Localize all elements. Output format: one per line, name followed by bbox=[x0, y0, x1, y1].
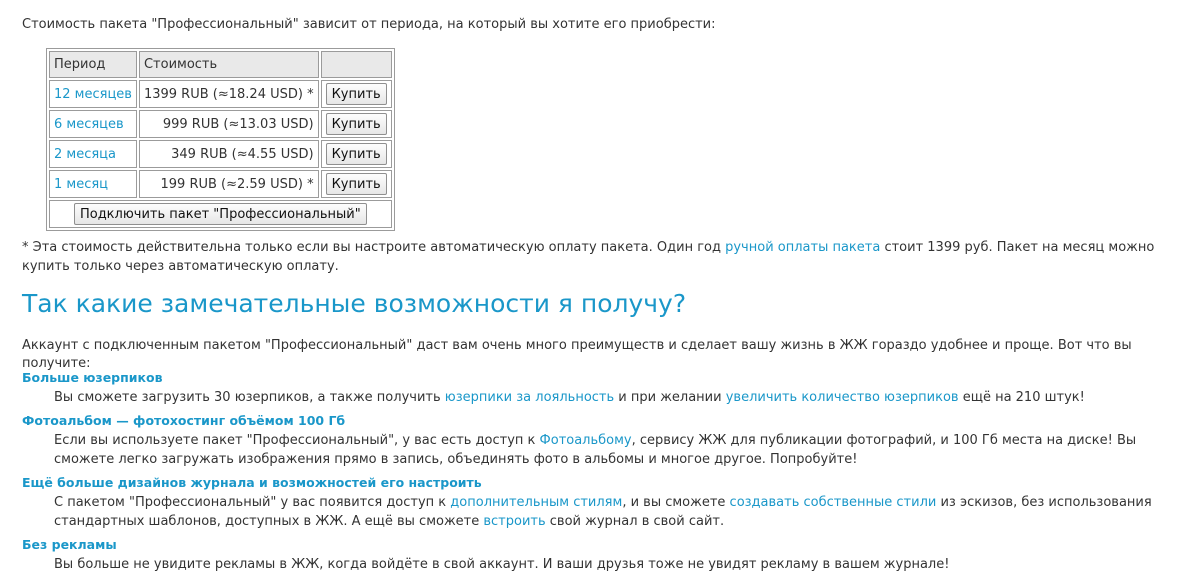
price-cell: 999 RUB (≈13.03 USD) bbox=[139, 110, 319, 138]
buy-button-1[interactable]: Купить bbox=[326, 173, 387, 195]
feature-description: Если вы используете пакет "Профессиональный", у вас есть доступ к Фотоальбому, сервису ЖЖ для публикации фотографий, и 100 Гб места на диске! Вы сможете легко загружать изображения прямо в запись, объединять фото в альбомы и многое другое. Попробуйте! bbox=[54, 433, 1137, 467]
buy-button-6[interactable]: Купить bbox=[326, 113, 387, 135]
create-styles-link[interactable]: создавать собственные стили bbox=[729, 495, 937, 510]
photoalbum-link[interactable]: Фотоальбому bbox=[539, 433, 632, 448]
feature-designs bbox=[22, 474, 1172, 531]
header-period: Период bbox=[49, 51, 137, 78]
table-row bbox=[49, 110, 392, 138]
table-header-row bbox=[49, 51, 392, 78]
feature-title: Ещё больше дизайнов журнала и возможностей его настроить bbox=[22, 475, 482, 490]
feature-description: Вы больше не увидите рекламы в ЖЖ, когда войдёте в свой аккаунт. И ваши друзья тоже не увидят рекламу в вашем журнале! bbox=[54, 557, 950, 572]
price-cell: 349 RUB (≈4.55 USD) bbox=[139, 140, 319, 168]
lead-text: Аккаунт с подключенным пакетом "Профессиональный" даст вам очень много преимуществ и сделает вашу жизнь в ЖЖ гораздо удобнее и проще. Вот что вы получите: bbox=[22, 338, 1132, 371]
feature-photoalbum bbox=[22, 412, 1172, 469]
intro-text: Стоимость пакета "Профессиональный" зависит от периода, на который вы хотите его приобрести: bbox=[22, 17, 716, 32]
price-note: * Эта стоимость действительна только если вы настроите автоматическую оплату пакета. Один год ручной оплаты пакета стоит 1399 руб. Пакет на месяц можно купить только через автоматическую оплату. bbox=[22, 240, 1155, 274]
connect-row bbox=[49, 200, 392, 228]
period-link-12[interactable]: 12 месяцев bbox=[54, 86, 132, 102]
connect-package-button[interactable]: Подключить пакет "Профессиональный" bbox=[74, 203, 367, 225]
section-heading: Так какие замечательные возможности я получу? bbox=[22, 289, 687, 318]
more-userpics-link[interactable]: увеличить количество юзерпиков bbox=[725, 390, 959, 405]
table-row bbox=[49, 170, 392, 198]
buy-button-12[interactable]: Купить bbox=[326, 83, 387, 105]
feature-title: Фотоальбом — фотохостинг объёмом 100 Гб bbox=[22, 413, 346, 428]
table-row bbox=[49, 140, 392, 168]
header-action bbox=[321, 51, 392, 78]
feature-no-ads bbox=[22, 536, 1172, 574]
feature-title: Больше юзерпиков bbox=[22, 370, 163, 385]
period-link-6[interactable]: 6 месяцев bbox=[54, 116, 124, 132]
header-cost: Стоимость bbox=[139, 51, 319, 78]
feature-description: С пакетом "Профессиональный" у вас появится доступ к дополнительным стилям, и вы сможете создавать собственные стили из эскизов, без использования стандартных шаблонов, доступных в ЖЖ. А ещё вы сможете встроить свой журнал в свой сайт. bbox=[54, 495, 1152, 529]
price-cell: 199 RUB (≈2.59 USD) * bbox=[139, 170, 319, 198]
feature-userpics bbox=[22, 369, 1172, 407]
embed-journal-link[interactable]: встроить bbox=[483, 514, 546, 529]
table-row bbox=[49, 80, 392, 108]
feature-title: Без рекламы bbox=[22, 537, 117, 552]
period-link-1[interactable]: 1 месяц bbox=[54, 176, 109, 192]
feature-description: Вы сможете загрузить 30 юзерпиков, а также получить юзерпики за лояльность и при желании увеличить количество юзерпиков ещё на 210 штук! bbox=[54, 390, 1085, 405]
price-table bbox=[46, 48, 395, 231]
extra-styles-link[interactable]: дополнительным стилям bbox=[450, 495, 623, 510]
loyalty-userpics-link[interactable]: юзерпики за лояльность bbox=[444, 390, 615, 405]
manual-payment-link[interactable]: ручной оплаты пакета bbox=[725, 240, 881, 255]
buy-button-2[interactable]: Купить bbox=[326, 143, 387, 165]
price-cell: 1399 RUB (≈18.24 USD) * bbox=[139, 80, 319, 108]
period-link-2[interactable]: 2 месяца bbox=[54, 146, 116, 162]
